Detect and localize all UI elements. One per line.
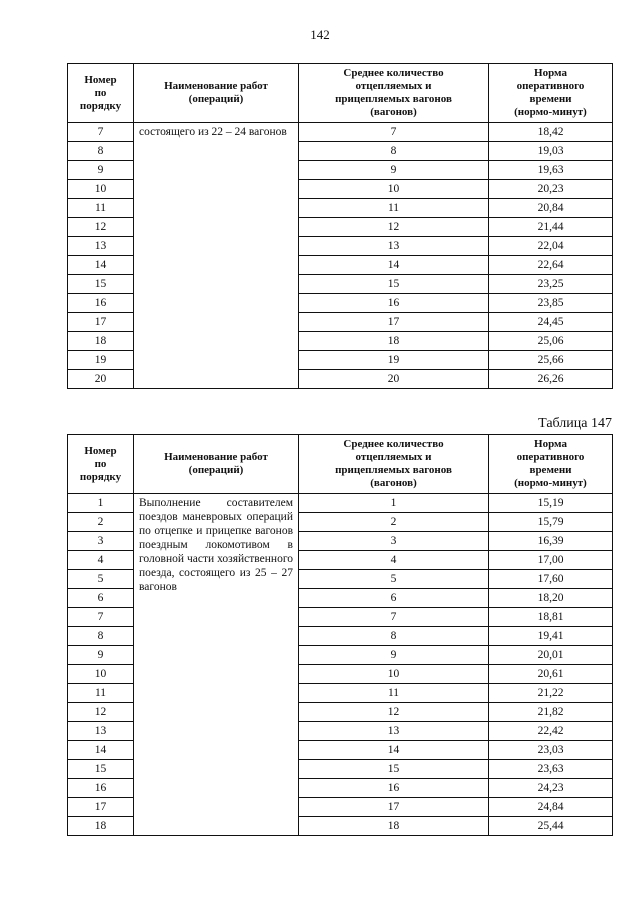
- cell-count: 11: [299, 684, 489, 703]
- cell-norm: 20,84: [489, 199, 613, 218]
- cell-norm: 22,42: [489, 722, 613, 741]
- cell-norm: 17,60: [489, 570, 613, 589]
- cell-num: 12: [68, 703, 134, 722]
- cell-num: 12: [68, 218, 134, 237]
- cell-num: 14: [68, 741, 134, 760]
- cell-norm: 24,45: [489, 313, 613, 332]
- table-body: [68, 123, 613, 389]
- cell-norm: 19,41: [489, 627, 613, 646]
- cell-norm: 19,03: [489, 142, 613, 161]
- cell-num: 18: [68, 817, 134, 836]
- cell-count: 6: [299, 589, 489, 608]
- table-header: [68, 435, 613, 494]
- cell-num: 11: [68, 199, 134, 218]
- cell-norm: 23,25: [489, 275, 613, 294]
- cell-count: 3: [299, 532, 489, 551]
- cell-norm: 18,81: [489, 608, 613, 627]
- cell-num: 2: [68, 513, 134, 532]
- cell-count: 10: [299, 180, 489, 199]
- cell-num: 17: [68, 798, 134, 817]
- cell-num: 5: [68, 570, 134, 589]
- cell-num: 16: [68, 779, 134, 798]
- cell-num: 15: [68, 760, 134, 779]
- cell-count: 12: [299, 703, 489, 722]
- cell-num: 13: [68, 722, 134, 741]
- cell-norm: 15,19: [489, 494, 613, 513]
- cell-norm: 25,06: [489, 332, 613, 351]
- cell-norm: 21,22: [489, 684, 613, 703]
- cell-norm: 18,42: [489, 123, 613, 142]
- cell-count: 16: [299, 294, 489, 313]
- norms-table-continued: [67, 63, 613, 389]
- cell-count: 15: [299, 760, 489, 779]
- cell-count: 11: [299, 199, 489, 218]
- cell-count: 9: [299, 161, 489, 180]
- cell-count: 17: [299, 313, 489, 332]
- cell-count: 19: [299, 351, 489, 370]
- cell-count: 14: [299, 741, 489, 760]
- cell-count: 13: [299, 722, 489, 741]
- cell-norm: 15,79: [489, 513, 613, 532]
- cell-num: 3: [68, 532, 134, 551]
- cell-num: 7: [68, 123, 134, 142]
- cell-count: 14: [299, 256, 489, 275]
- cell-num: 1: [68, 494, 134, 513]
- cell-operation: состоящего из 22 – 24 вагонов: [134, 123, 299, 389]
- cell-count: 8: [299, 627, 489, 646]
- cell-norm: 21,44: [489, 218, 613, 237]
- cell-num: 19: [68, 351, 134, 370]
- cell-num: 4: [68, 551, 134, 570]
- cell-norm: 24,23: [489, 779, 613, 798]
- cell-count: 9: [299, 646, 489, 665]
- cell-num: 10: [68, 665, 134, 684]
- cell-count: 7: [299, 608, 489, 627]
- cell-norm: 19,63: [489, 161, 613, 180]
- cell-operation: Выполнение составителем поездов маневровых операций по отцепке и прицепке вагонов поездным локомотивом в головной части хозяйственного поезда, состоящего из 25 – 27 вагонов: [134, 494, 299, 836]
- cell-norm: 24,84: [489, 798, 613, 817]
- cell-norm: 23,85: [489, 294, 613, 313]
- header-count: Среднее количество отцепляемых и прицепляемых вагонов (вагонов): [299, 435, 489, 494]
- cell-norm: 25,66: [489, 351, 613, 370]
- cell-count: 8: [299, 142, 489, 161]
- cell-num: 8: [68, 627, 134, 646]
- cell-norm: 20,01: [489, 646, 613, 665]
- cell-num: 11: [68, 684, 134, 703]
- header-name: Наименование работ (операций): [134, 435, 299, 494]
- cell-num: 16: [68, 294, 134, 313]
- cell-count: 10: [299, 665, 489, 684]
- cell-count: 5: [299, 570, 489, 589]
- cell-norm: 21,82: [489, 703, 613, 722]
- cell-norm: 20,61: [489, 665, 613, 684]
- cell-count: 13: [299, 237, 489, 256]
- header-num: Номер по порядку: [68, 64, 134, 123]
- cell-count: 2: [299, 513, 489, 532]
- norms-table-147: [67, 434, 613, 836]
- cell-norm: 17,00: [489, 551, 613, 570]
- cell-num: 20: [68, 370, 134, 389]
- header-name: Наименование работ (операций): [134, 64, 299, 123]
- cell-num: 6: [68, 589, 134, 608]
- cell-count: 12: [299, 218, 489, 237]
- cell-num: 8: [68, 142, 134, 161]
- cell-num: 14: [68, 256, 134, 275]
- page-number: 142: [310, 27, 330, 42]
- cell-num: 7: [68, 608, 134, 627]
- table-header: [68, 64, 613, 123]
- cell-num: 10: [68, 180, 134, 199]
- cell-norm: 18,20: [489, 589, 613, 608]
- cell-num: 13: [68, 237, 134, 256]
- cell-num: 9: [68, 646, 134, 665]
- cell-count: 20: [299, 370, 489, 389]
- cell-num: 17: [68, 313, 134, 332]
- cell-norm: 20,23: [489, 180, 613, 199]
- table-body: [68, 494, 613, 836]
- cell-count: 16: [299, 779, 489, 798]
- cell-norm: 25,44: [489, 817, 613, 836]
- cell-norm: 26,26: [489, 370, 613, 389]
- table-row: [68, 494, 613, 513]
- table-row: [68, 123, 613, 142]
- header-count: Среднее количество отцепляемых и прицепляемых вагонов (вагонов): [299, 64, 489, 123]
- cell-count: 18: [299, 817, 489, 836]
- cell-count: 17: [299, 798, 489, 817]
- cell-num: 18: [68, 332, 134, 351]
- cell-norm: 23,63: [489, 760, 613, 779]
- header-norm: Норма оперативного времени (нормо-минут): [489, 435, 613, 494]
- table-caption: Таблица 147: [538, 416, 612, 431]
- cell-count: 7: [299, 123, 489, 142]
- cell-norm: 22,64: [489, 256, 613, 275]
- cell-count: 18: [299, 332, 489, 351]
- cell-num: 9: [68, 161, 134, 180]
- cell-norm: 23,03: [489, 741, 613, 760]
- cell-num: 15: [68, 275, 134, 294]
- header-num: Номер по порядку: [68, 435, 134, 494]
- cell-norm: 16,39: [489, 532, 613, 551]
- cell-count: 4: [299, 551, 489, 570]
- cell-count: 1: [299, 494, 489, 513]
- cell-count: 15: [299, 275, 489, 294]
- cell-norm: 22,04: [489, 237, 613, 256]
- header-norm: Норма оперативного времени (нормо-минут): [489, 64, 613, 123]
